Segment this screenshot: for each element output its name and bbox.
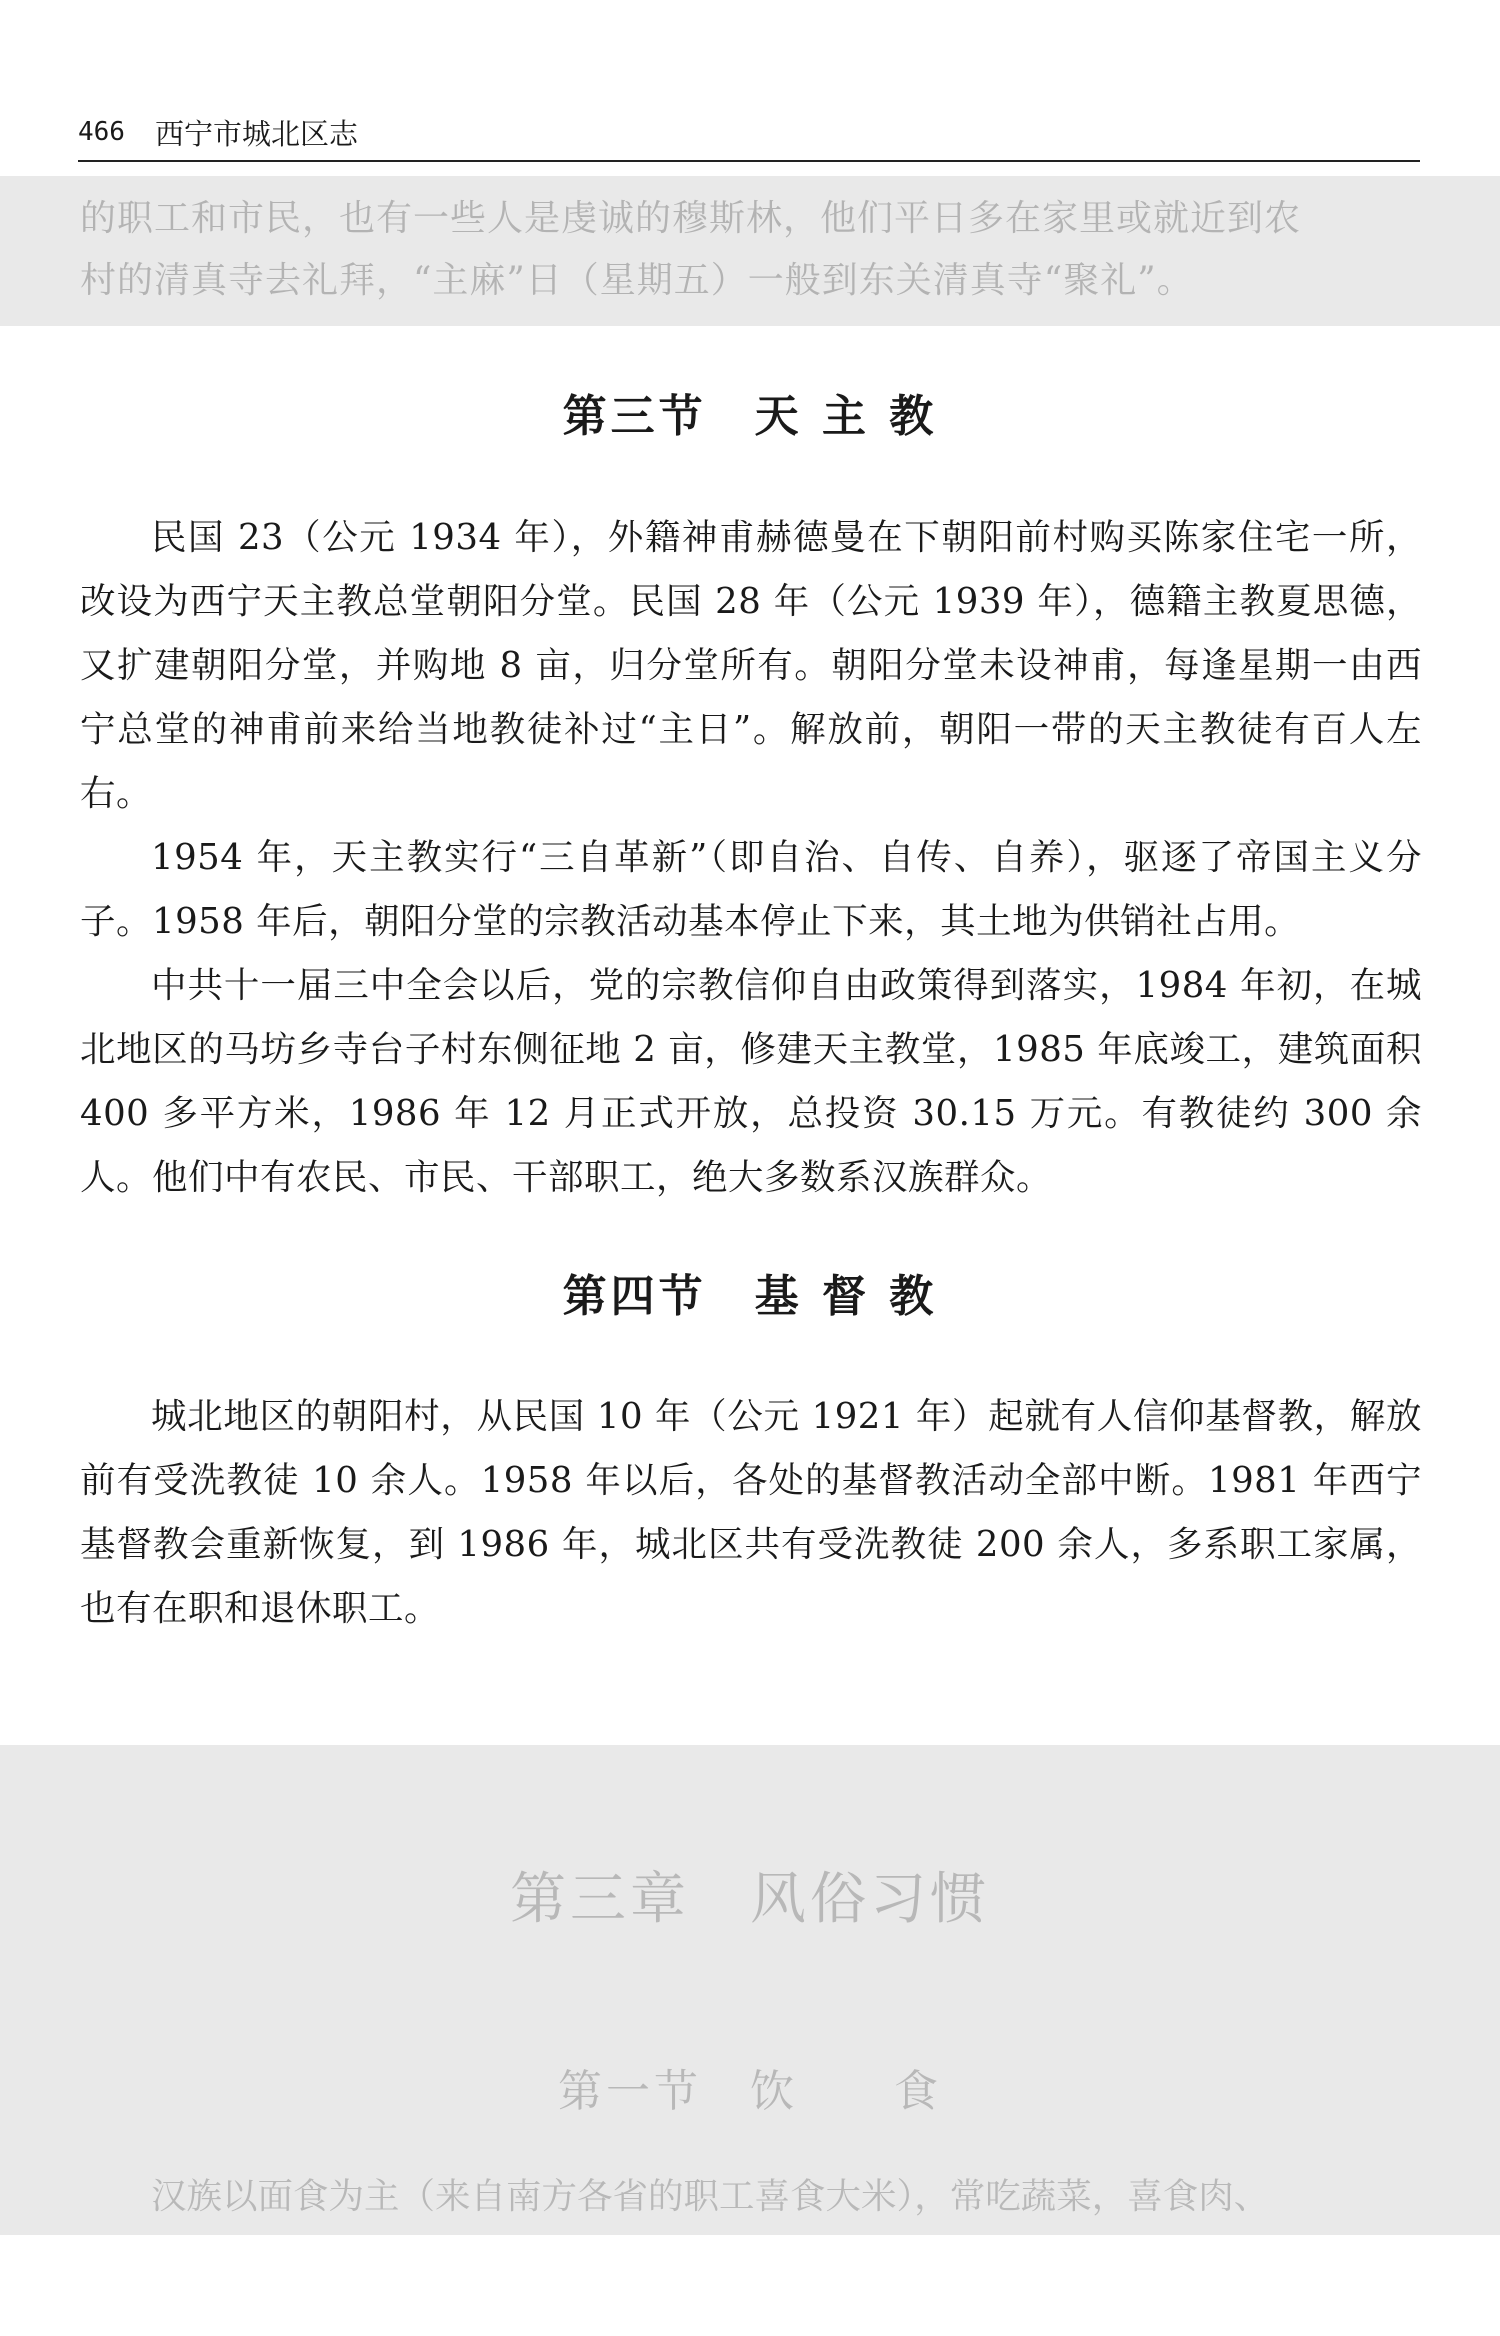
running-header bbox=[78, 108, 1420, 156]
header-rule bbox=[78, 160, 1420, 162]
page-number: 466 bbox=[78, 117, 125, 147]
paragraph: 中共十一届三中全会以后，党的宗教信仰自由政策得到落实，1984 年初，在城北地区的马坊乡寺台子村东侧征地 2 亩，修建天主教堂，1985 年底竣工，建筑面积 400 多平方米，1986 年 12 月正式开放，总投资 30.15 万元。有教徒约 300 余人。他们中有农民、市民、干部职工，绝大多数系汉族群众。 bbox=[80, 965, 1422, 1198]
paragraph: 民国 23（公元 1934 年），外籍神甫赫德曼在下朝阳前村购买陈家住宅一所，改设为西宁天主教总堂朝阳分堂。民国 28 年（公元 1939 年），德籍主教夏思德，又扩建朝阳分堂，并购地 8 亩，归分堂所有。朝阳分堂未设神甫，每逢星期一由西宁总堂的神甫前来给当地教徒补过“主日”。解放前，朝阳一带的天主教徒有百人左右。 bbox=[80, 517, 1422, 814]
faded-paragraph: 汉族以面食为主（来自南方各省的职工喜食大米），常吃蔬菜，喜食肉、 bbox=[151, 2176, 1270, 2217]
faded-section-title: 第一节 饮 食 bbox=[558, 2066, 942, 2117]
faded-previous-text bbox=[0, 176, 1500, 326]
section-title-catholicism: 第三节 天 主 教 bbox=[562, 391, 938, 442]
faded-chapter-title: 第三章 风俗习惯 bbox=[510, 1867, 990, 1932]
paragraph: 城北地区的朝阳村，从民国 10 年（公元 1921 年）起就有人信仰基督教，解放前有受洗教徒 10 余人。1958 年以后，各处的基督教活动全部中断。1981 年西宁基督教会重新恢复，到 1986 年，城北区共有受洗教徒 200 余人，多系职工家属，也有在职和退休职工。 bbox=[80, 1396, 1422, 1629]
paragraph: 1954 年，天主教实行“三自革新”（即自治、自传、自养），驱逐了帝国主义分子。1958 年后，朝阳分堂的宗教活动基本停止下来，其土地为供销社占用。 bbox=[80, 837, 1422, 942]
faded-next-text bbox=[0, 1745, 1500, 2235]
section-title-christianity: 第四节 基 督 教 bbox=[562, 1271, 938, 1322]
faded-line-2: 村的清真寺去礼拜，“主麻”日（星期五）一般到东关清真寺“聚礼”。 bbox=[80, 260, 1194, 301]
book-title: 西宁市城北区志 bbox=[154, 116, 358, 151]
faded-line-1: 的职工和市民，也有一些人是虔诚的穆斯林，他们平日多在家里或就近到农 bbox=[80, 198, 1302, 239]
